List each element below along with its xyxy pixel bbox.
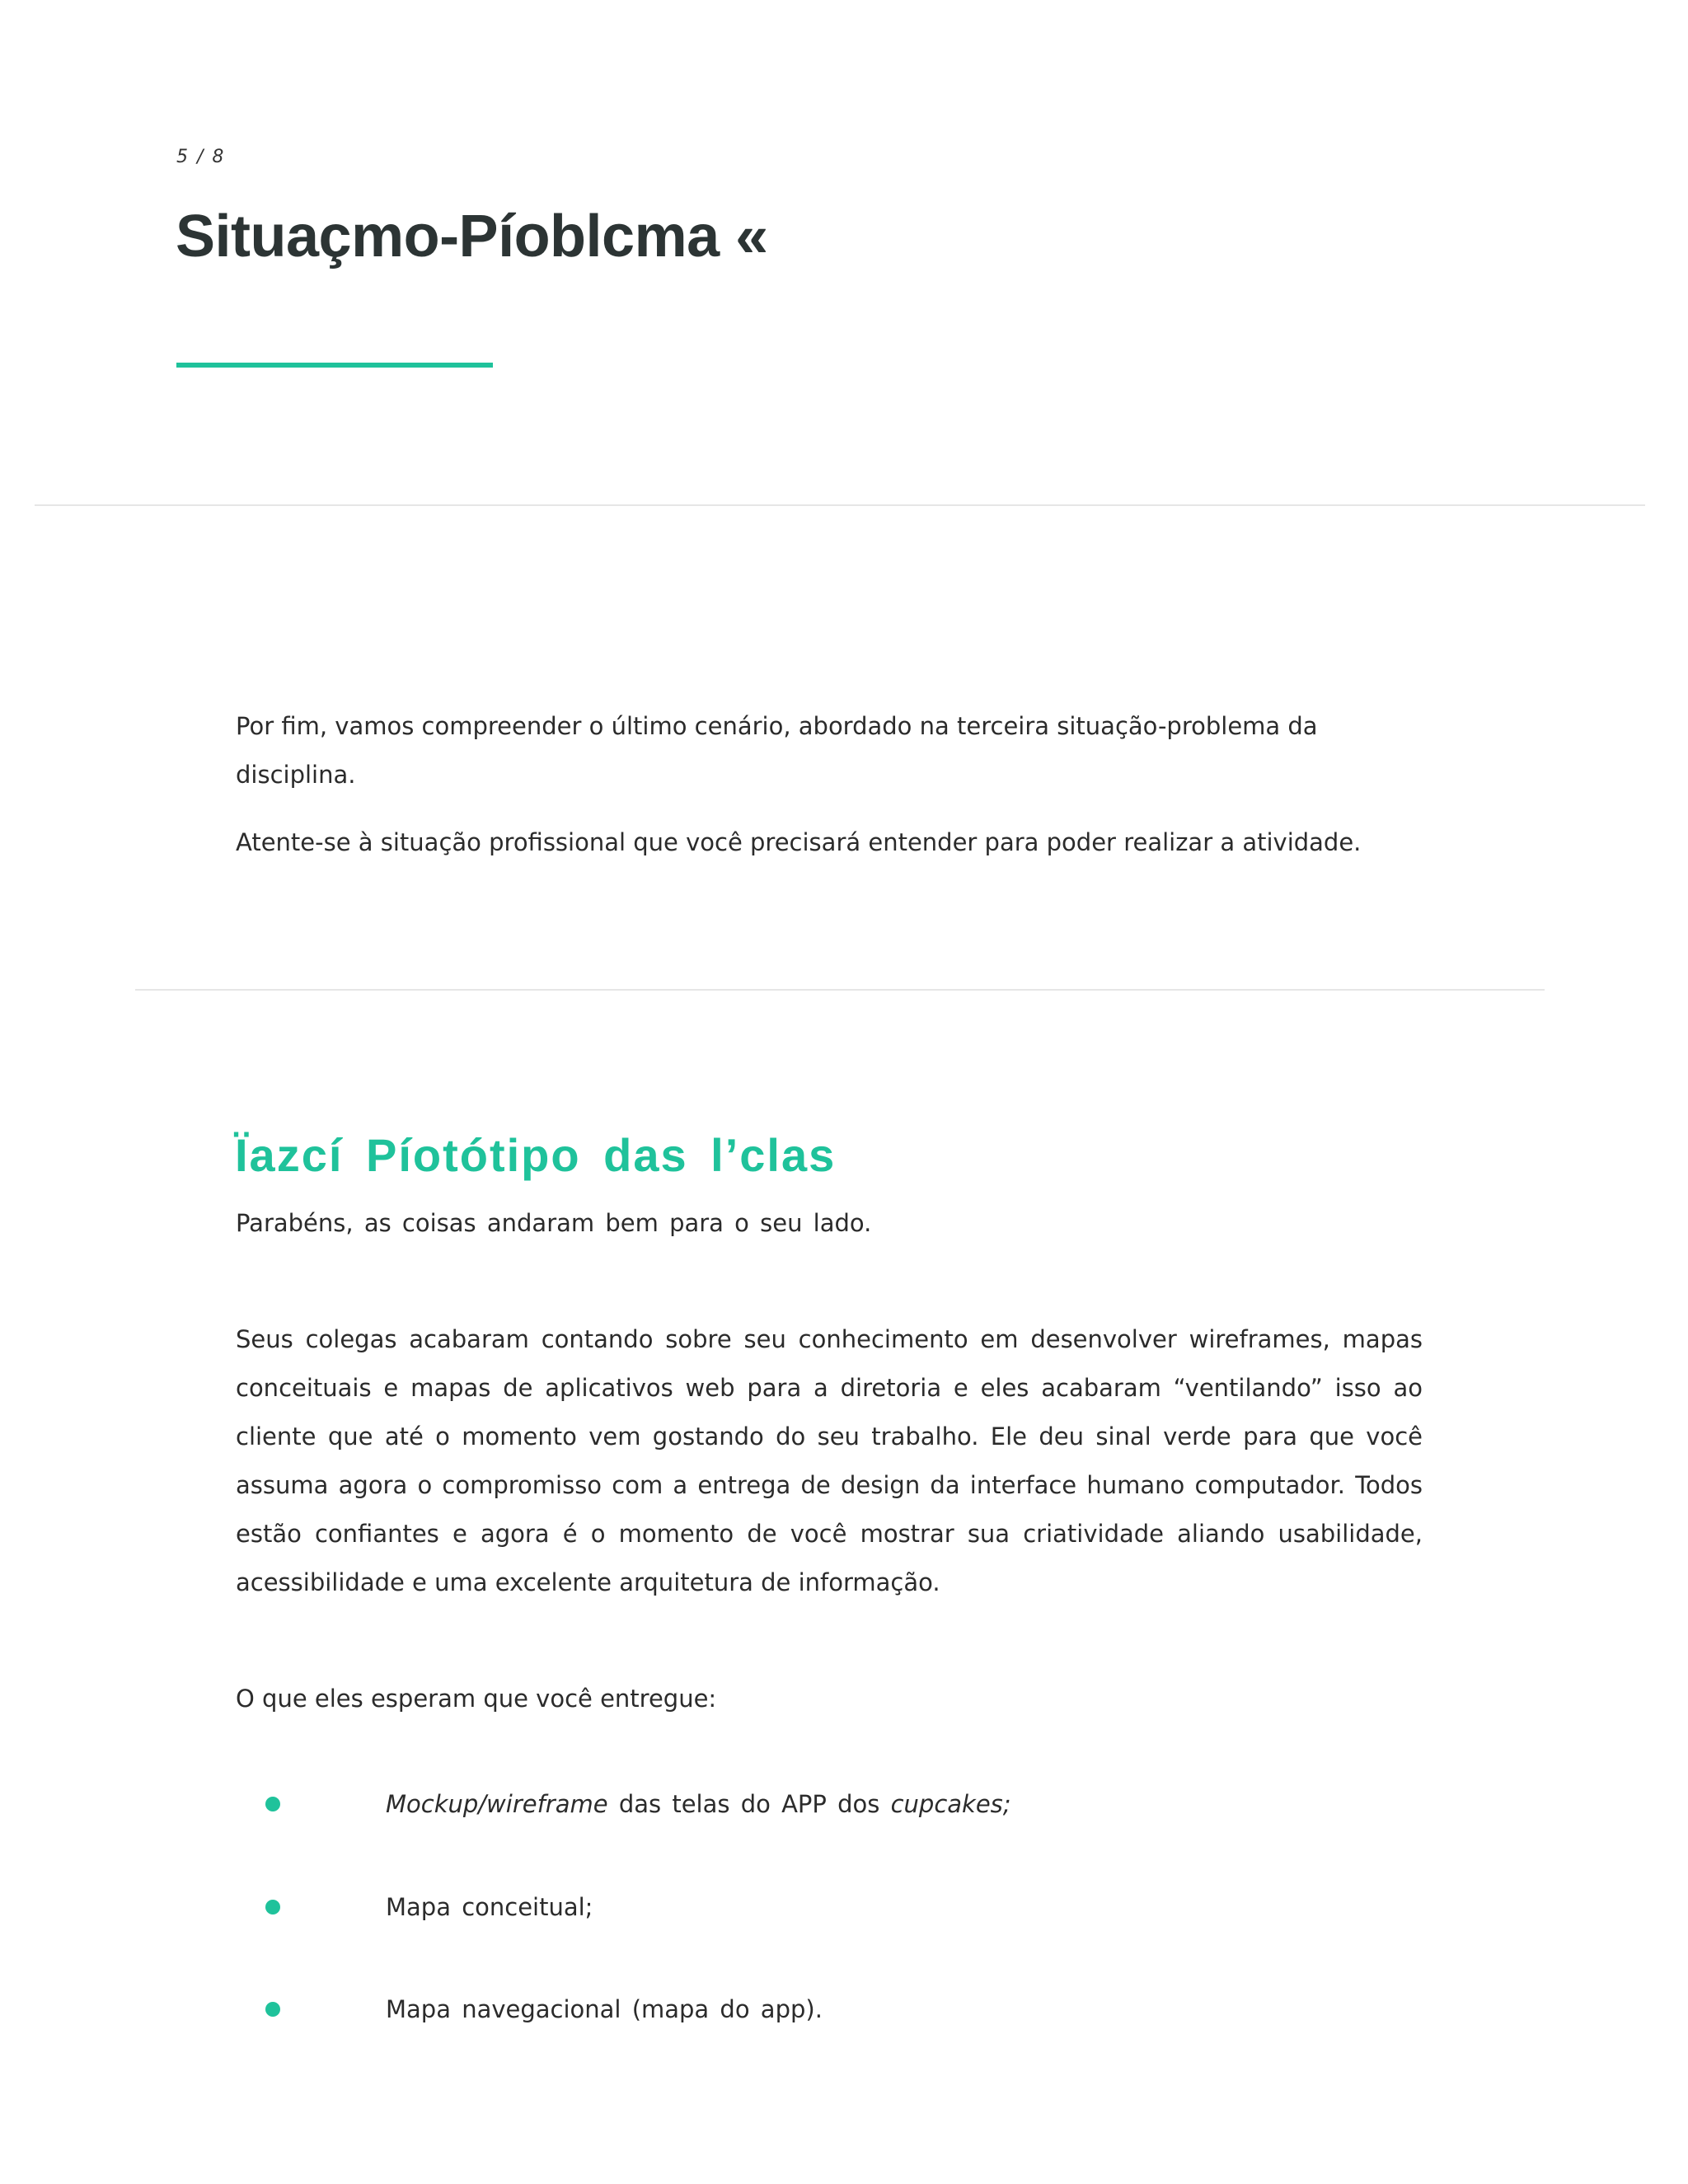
- header-divider: [35, 504, 1645, 506]
- section-heading: Ïazcí Píotótipo das l’clas: [235, 1129, 837, 1181]
- list-item-emphasis: cupcakes;: [890, 1790, 1011, 1818]
- list-item: [265, 1986, 1419, 2036]
- title-accent-bar: [176, 363, 493, 368]
- page-title: Situaçmo-Píoblcma «: [176, 204, 768, 269]
- page-counter: 5 / 8: [176, 147, 226, 167]
- list-item-text: Mapa navegacional (mapa do app).: [386, 1995, 823, 2023]
- intro-paragraph-2: Atente-se à situação profissional que você precisará entender para poder realizar a atividade.: [236, 828, 1362, 856]
- section-divider: [135, 989, 1545, 991]
- bullet-dot-icon: [265, 1797, 280, 1811]
- list-item-emphasis: Mockup/wireframe: [386, 1790, 608, 1818]
- list-item-label: das telas do APP dos: [607, 1790, 891, 1818]
- intro-paragraph-1: Por fim, vamos compreender o último cenário, abordado na terceira situação-problema da disciplina.: [236, 712, 1318, 789]
- list-item-text: [386, 1781, 1011, 1827]
- list-item-text: Mapa conceitual;: [386, 1893, 593, 1921]
- section-paragraph-2: Seus colegas acabaram contando sobre seu conhecimento em desenvolver wireframes, mapas conceituais e mapas de aplicativos web para a diretoria e eles acabaram “ventilando” isso ao cliente que até o momento vem gostando do seu trabalho. Ele deu sinal verde para que você assuma agora o compromisso com a entrega de design da interface humano computador. Todos estão confiantes e agora é o momento de você mostrar sua criatividade aliando usabilidade, acessibilidade e uma excelente arquitetura de informação.: [236, 1325, 1423, 1596]
- section-paragraph-3: O que eles esperam que você entregue:: [236, 1685, 717, 1713]
- bullet-dot-icon: [265, 1900, 280, 1915]
- section-paragraph-1: Parabéns, as coisas andaram bem para o seu lado.: [236, 1209, 872, 1237]
- list-item: [265, 1884, 1419, 1933]
- list-item: [265, 1781, 1419, 1830]
- bullet-dot-icon: [265, 2002, 280, 2017]
